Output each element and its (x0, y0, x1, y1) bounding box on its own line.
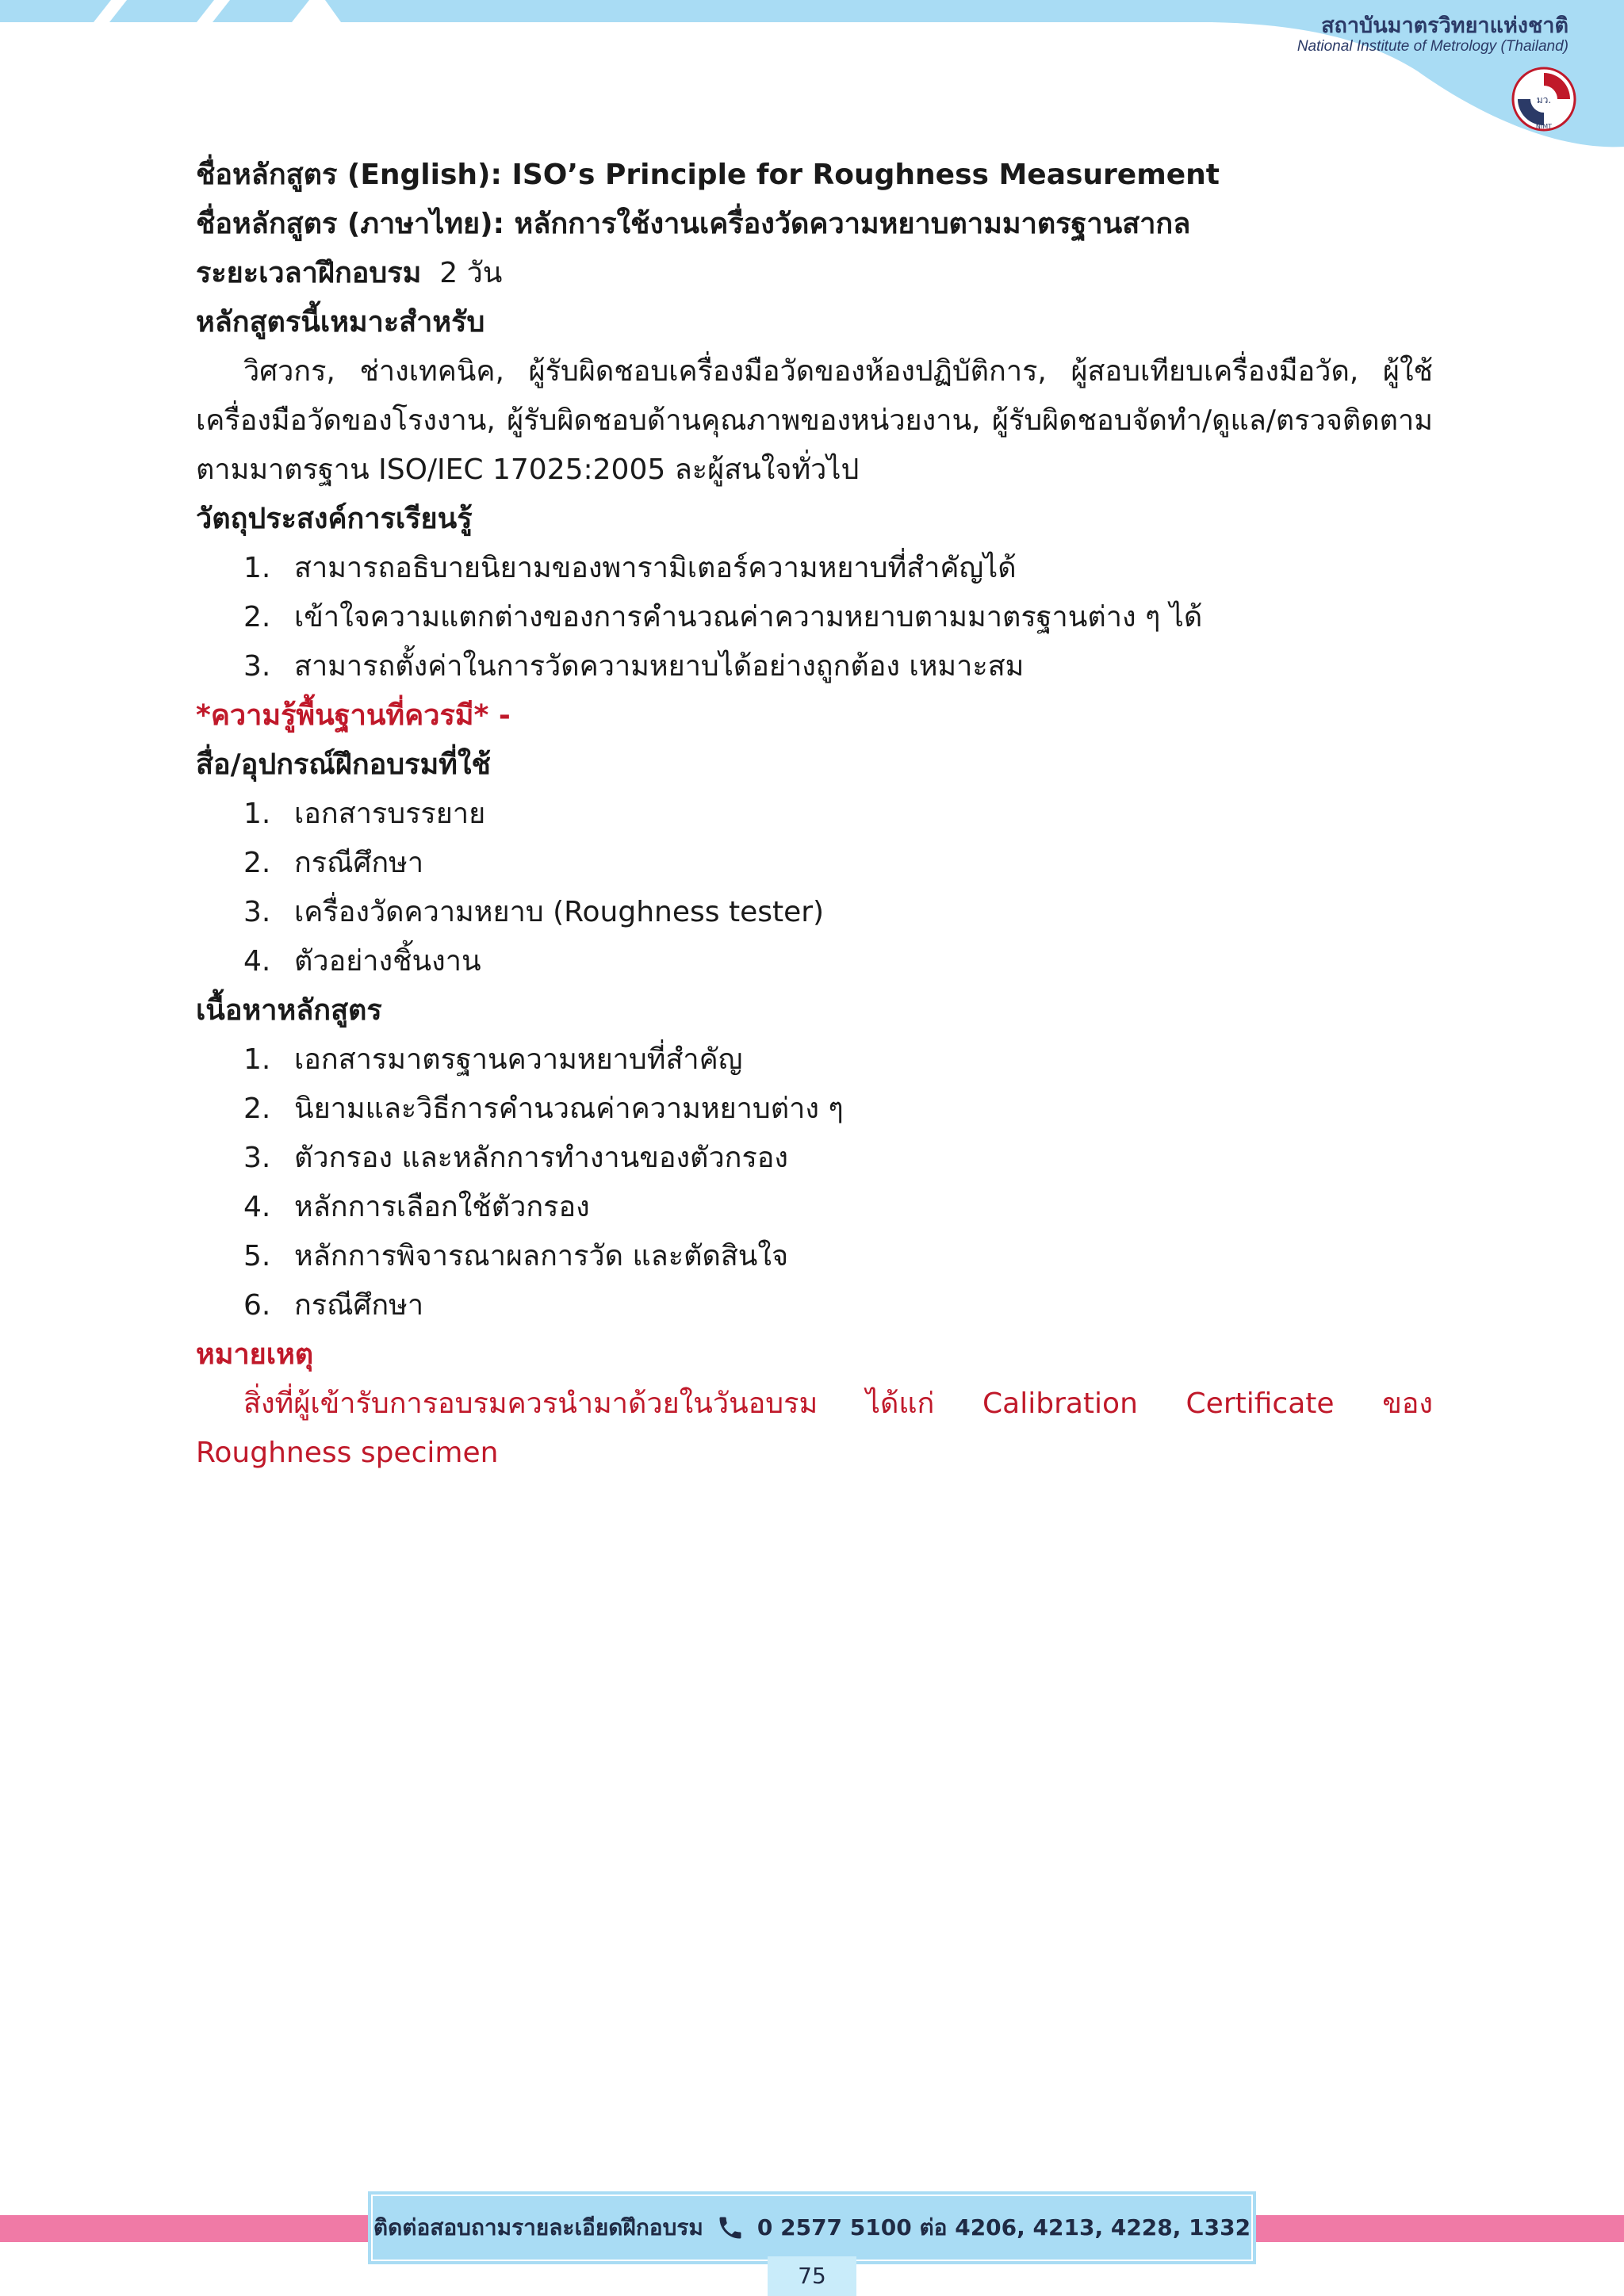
contact-label: ติดต่อสอบถามรายละเอียดฝึกอบรม (373, 2214, 703, 2241)
course-name-english-label: ชื่อหลักสูตร (English): (196, 159, 502, 191)
list-item: 6. กรณีศึกษา (243, 1289, 424, 1322)
list-item: 5. หลักการพิจารณาผลการวัด และตัดสินใจ (243, 1240, 789, 1272)
list-item: 4. ตัวอย่างชิ้นงาน (243, 945, 481, 978)
prerequisite-line: *ความรู้พื้นฐานที่ควรมี* - (196, 699, 511, 732)
course-name-english: ISO’s Principle for Roughness Measurement (511, 159, 1220, 191)
duration-line (196, 249, 1433, 298)
contact-box (371, 2195, 1253, 2261)
course-name-thai: หลักการใช้งานเครื่องวัดความหยาบตามมาตรฐานสากล (514, 208, 1191, 240)
contact-phone: 0 2577 5100 ต่อ 4206, 4213, 4228, 1332 (756, 2214, 1251, 2241)
list-item: 3. สามารถตั้งค่าในการวัดความหยาบได้อย่างถูกต้อง เหมาะสม (243, 650, 1025, 683)
phone-icon (716, 2214, 745, 2242)
logo-text: มว. (1536, 94, 1552, 105)
list-item: 1. เอกสารบรรยาย (243, 798, 486, 830)
org-name-english: National Institute of Metrology (Thailand) (1297, 38, 1568, 55)
list-item: 3. ตัวกรอง และหลักการทำงานของตัวกรอง (243, 1142, 788, 1174)
list-item: 2. นิยามและวิธีการคำนวณค่าความหยาบต่าง ๆ (243, 1093, 844, 1125)
note-paragraph: สิ่งที่ผู้เข้ารับการอบรมควรนำมาด้วยในวันอบรม ได้แก่ Calibration Certificate ของ Roughness specimen (196, 1387, 1433, 1469)
content-list (196, 1035, 1433, 1330)
list-item: 2. กรณีศึกษา (243, 847, 424, 879)
content-heading: เนื้อหาหลักสูตร (196, 994, 382, 1027)
list-item: 1. สามารถอธิบายนิยามของพารามิเตอร์ความหยาบที่สำคัญได้ (243, 552, 1017, 584)
duration-label: ระยะเวลาฝึกอบรม (196, 257, 422, 289)
list-item: 4. หลักการเลือกใช้ตัวกรอง (243, 1191, 590, 1223)
audience-heading: หลักสูตรนี้เหมาะสำหรับ (196, 306, 485, 339)
list-item: 3. เครื่องวัดความหยาบ (Roughness tester) (243, 896, 825, 928)
materials-heading: สื่อ/อุปกรณ์ฝึกอบรมที่ใช้ (196, 748, 491, 781)
page-number: 75 (768, 2256, 856, 2296)
duration-value: 2 วัน (439, 257, 503, 289)
course-name-thai-line (196, 200, 1433, 249)
org-name-thai: สถาบันมาตรวิทยาแห่งชาติ (1321, 13, 1568, 38)
objectives-heading: วัตถุประสงค์การเรียนรู้ (196, 503, 473, 535)
nimt-logo-icon (1511, 67, 1576, 132)
course-document (196, 151, 1433, 1478)
logo-subtext: NIMT (1535, 123, 1553, 130)
objectives-list (196, 544, 1433, 691)
course-name-thai-label: ชื่อหลักสูตร (ภาษาไทย): (196, 208, 504, 240)
materials-list (196, 790, 1433, 986)
audience-paragraph: วิศวกร, ช่างเทคนิค, ผู้รับผิดชอบเครื่องมือวัดของห้องปฏิบัติการ, ผู้สอบเทียบเครื่องมือวัด, ผู้ใช้เครื่องมือวัดของโรงงาน, ผู้รับผิดชอบด้านคุณภาพของหน่วยงาน, ผู้รับผิดชอบจัดทำ/ดูแล/ตรวจติดตาม ตามมาตรฐาน ISO/IEC 17025:2005 ละผู้สนใจทั่วไป (196, 355, 1433, 486)
list-item: 2. เข้าใจความแตกต่างของการคำนวณค่าความหยาบตามมาตรฐานต่าง ๆ ได้ (243, 601, 1203, 633)
course-name-english-line (196, 151, 1433, 200)
note-heading: หมายเหตุ (196, 1338, 314, 1371)
list-item: 1. เอกสารมาตรฐานความหยาบที่สำคัญ (243, 1043, 743, 1076)
